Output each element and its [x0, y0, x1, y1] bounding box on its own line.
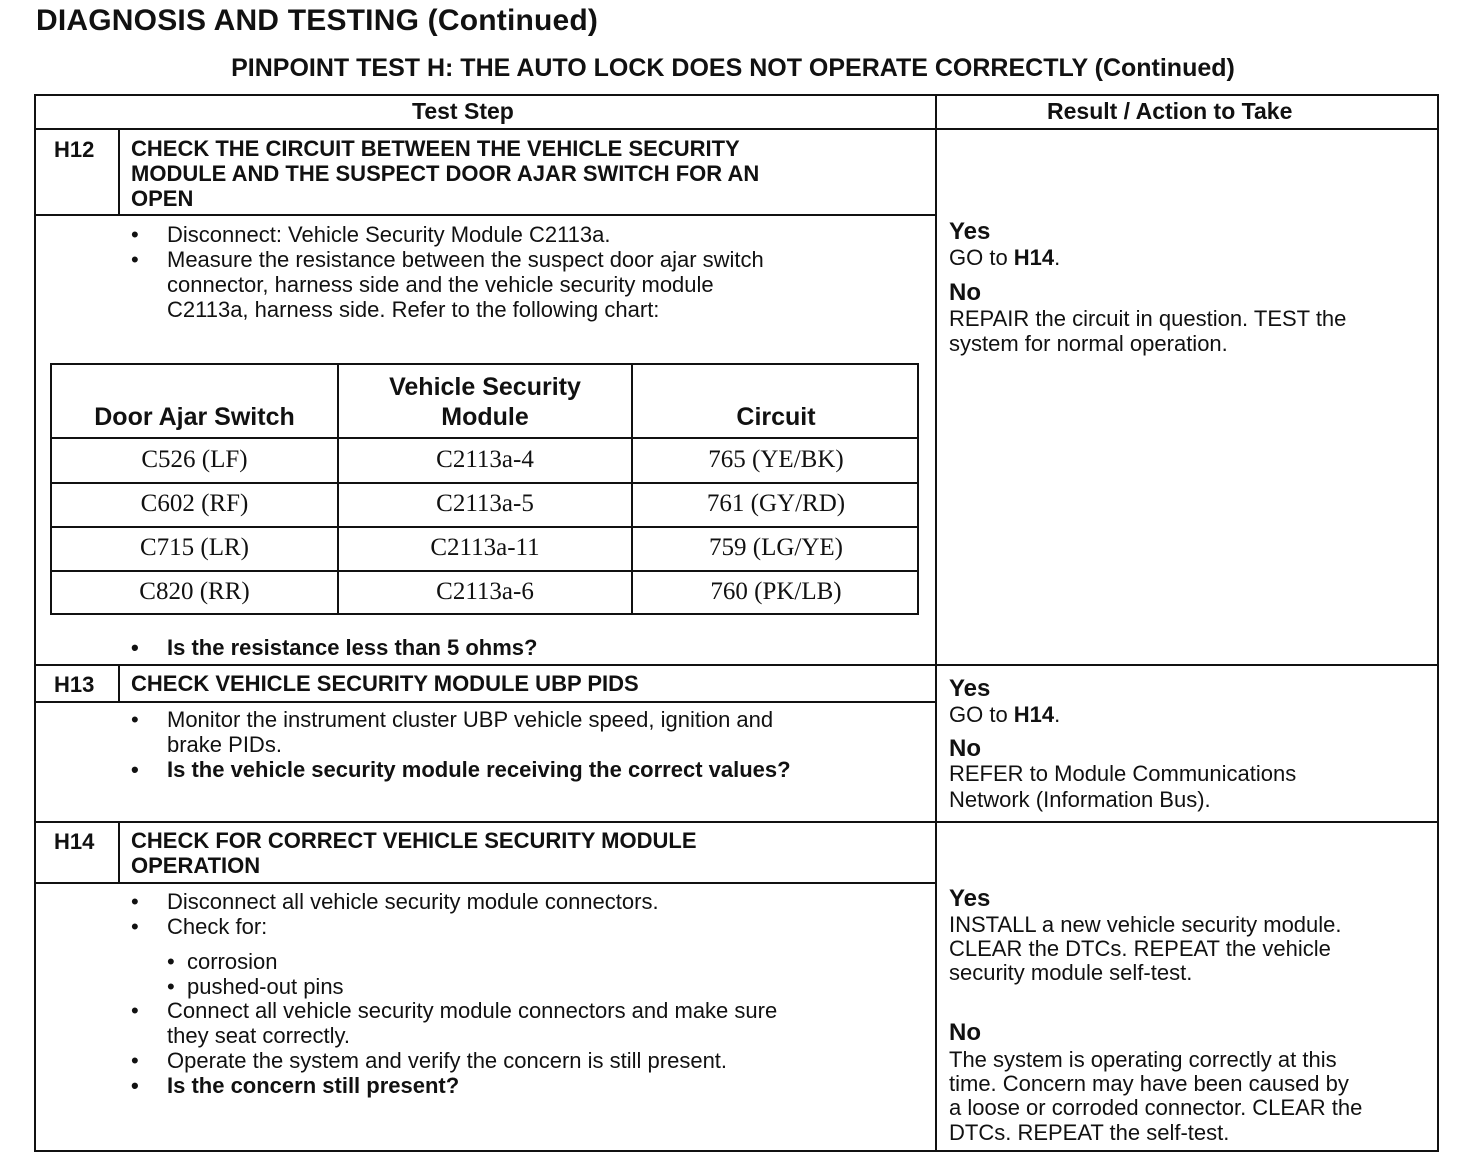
h12-no-action-line2: system for normal operation. — [949, 331, 1228, 356]
chart-cell-module: C2113a-11 — [430, 534, 540, 561]
result-action-header: Result / Action to Take — [1047, 98, 1293, 124]
h12-yes-suffix: . — [1054, 245, 1061, 270]
bullet-dot: • — [131, 914, 139, 939]
h14-bullet-connect-line2: they seat correctly. — [167, 1023, 350, 1048]
h14-sub-corrosion: corrosion — [187, 949, 278, 974]
h13-id-divider — [118, 665, 120, 702]
h14-yes-action-line2: CLEAR the DTCs. REPEAT the vehicle — [949, 936, 1331, 961]
bullet-dot: • — [131, 635, 139, 660]
h13-no-label: No — [949, 735, 981, 762]
chart-header-vsm-line1: Vehicle Security — [389, 373, 581, 401]
sub-bullet-dot: • — [167, 974, 175, 999]
bullet-dot: • — [131, 1048, 139, 1073]
h14-id-divider — [118, 822, 120, 883]
h12-bullet-measure-line3: C2113a, harness side. Refer to the following chart: — [167, 297, 660, 322]
bullet-dot: • — [131, 247, 139, 272]
h13-top-divider — [35, 664, 1438, 666]
h14-bullet-disconnect: Disconnect all vehicle security module connectors. — [167, 889, 659, 914]
h14-yes-action-line1: INSTALL a new vehicle security module. — [949, 912, 1342, 937]
h14-no-action-line2: time. Concern may have been caused by — [949, 1071, 1349, 1096]
chart-header-circuit: Circuit — [736, 403, 816, 431]
h12-yes-prefix: GO to — [949, 245, 1014, 270]
page-title: DIAGNOSIS AND TESTING (Continued) — [36, 4, 599, 37]
h14-yes-action-line3: security module self-test. — [949, 960, 1193, 985]
h13-title-divider — [35, 701, 935, 703]
chart-cell-circuit: 759 (LG/YE) — [709, 534, 843, 561]
step-id-h14: H14 — [54, 829, 95, 854]
chart-header-door-ajar-switch: Door Ajar Switch — [94, 403, 295, 431]
door-ajar-circuit-chart — [50, 363, 919, 615]
step-title-h12-line1: CHECK THE CIRCUIT BETWEEN THE VEHICLE SECURITY — [131, 136, 740, 161]
test-step-header: Test Step — [412, 98, 514, 124]
chart-cell-circuit: 761 (GY/RD) — [706, 490, 846, 517]
h12-yes-goto-step: H14 — [1013, 245, 1055, 270]
chart-cell-switch: C526 (LF) — [141, 446, 248, 473]
h14-no-label: No — [949, 1019, 981, 1046]
step-title-h12-line2: MODULE AND THE SUSPECT DOOR AJAR SWITCH FOR AN — [131, 161, 760, 186]
chart-cell-module: C2113a-4 — [436, 446, 534, 473]
chart-cell-switch: C820 (RR) — [139, 578, 250, 605]
chart-row-divider — [52, 437, 917, 439]
h13-bullet-monitor-line1: Monitor the instrument cluster UBP vehicle speed, ignition and — [167, 707, 774, 732]
chart-cell-switch: C602 (RF) — [140, 490, 249, 517]
header-divider — [35, 128, 1438, 130]
h13-yes-label: Yes — [949, 675, 991, 702]
h14-title-divider — [35, 882, 935, 884]
h13-yes-goto-step: H14 — [1013, 702, 1055, 727]
bullet-dot: • — [131, 707, 139, 732]
h12-id-divider — [118, 129, 120, 215]
chart-row-divider — [52, 526, 917, 528]
bullet-dot: • — [131, 222, 139, 247]
step-title-h14-line2: OPERATION — [131, 853, 261, 878]
h12-bullet-measure-line1: Measure the resistance between the suspect door ajar switch — [167, 247, 764, 272]
chart-row-divider — [52, 570, 917, 572]
h13-yes-suffix: . — [1054, 702, 1061, 727]
bullet-dot: • — [131, 1073, 139, 1098]
h12-yes-action — [949, 245, 1060, 270]
bullet-dot: • — [131, 757, 139, 782]
h12-yes-label: Yes — [949, 218, 991, 245]
h13-bullet-monitor-line2: brake PIDs. — [167, 732, 282, 757]
bullet-dot: • — [131, 889, 139, 914]
pinpoint-test-title-text: PINPOINT TEST H: THE AUTO LOCK DOES NOT OPERATE CORRECTLY (Continued) — [231, 54, 1235, 82]
h14-no-action-line1: The system is operating correctly at this — [949, 1047, 1337, 1072]
h14-bullet-operate: Operate the system and verify the concern is still present. — [167, 1048, 728, 1073]
chart-cell-module: C2113a-5 — [436, 490, 534, 517]
h14-top-divider — [35, 821, 1438, 823]
h14-no-action-line3: a loose or corroded connector. CLEAR the — [949, 1095, 1363, 1120]
h12-bullet-disconnect: Disconnect: Vehicle Security Module C2113a. — [167, 222, 611, 247]
chart-cell-module: C2113a-6 — [436, 578, 534, 605]
h13-yes-prefix: GO to — [949, 702, 1014, 727]
step-title-h12-line3: OPEN — [131, 186, 194, 211]
step-id-h12: H12 — [54, 137, 95, 162]
chart-row-divider — [52, 482, 917, 484]
h14-no-action-line4: DTCs. REPEAT the self-test. — [949, 1120, 1230, 1145]
h12-no-action-line1: REPAIR the circuit in question. TEST the — [949, 306, 1347, 331]
chart-cell-circuit: 765 (YE/BK) — [708, 446, 844, 473]
bullet-dot: • — [131, 998, 139, 1023]
h12-question: Is the resistance less than 5 ohms? — [167, 635, 538, 660]
step-id-h13: H13 — [54, 672, 95, 697]
h13-no-action-line2: Network (Information Bus). — [949, 787, 1211, 812]
h13-no-action-line1: REFER to Module Communications — [949, 761, 1297, 786]
chart-header-vsm-line2: Module — [441, 403, 529, 431]
h14-sub-pushed-out-pins: pushed-out pins — [187, 974, 344, 999]
step-title-h13: CHECK VEHICLE SECURITY MODULE UBP PIDS — [131, 671, 639, 696]
h14-question: Is the concern still present? — [167, 1073, 460, 1098]
chart-cell-switch: C715 (LR) — [139, 534, 250, 561]
h14-yes-label: Yes — [949, 885, 991, 912]
h14-bullet-connect-line1: Connect all vehicle security module connectors and make sure — [167, 998, 778, 1023]
h14-bullet-check-for: Check for: — [167, 914, 268, 939]
chart-cell-circuit: 760 (PK/LB) — [710, 578, 842, 605]
step-title-h14-line1: CHECK FOR CORRECT VEHICLE SECURITY MODULE — [131, 828, 697, 853]
h12-bullet-measure-line2: connector, harness side and the vehicle security module — [167, 272, 714, 297]
h12-title-divider — [35, 214, 935, 216]
sub-bullet-dot: • — [167, 949, 175, 974]
pinpoint-test-title — [0, 54, 1472, 83]
h13-yes-action — [949, 702, 1060, 727]
h12-no-label: No — [949, 279, 981, 306]
column-divider — [935, 95, 937, 1151]
h13-question: Is the vehicle security module receiving the correct values? — [167, 757, 791, 782]
